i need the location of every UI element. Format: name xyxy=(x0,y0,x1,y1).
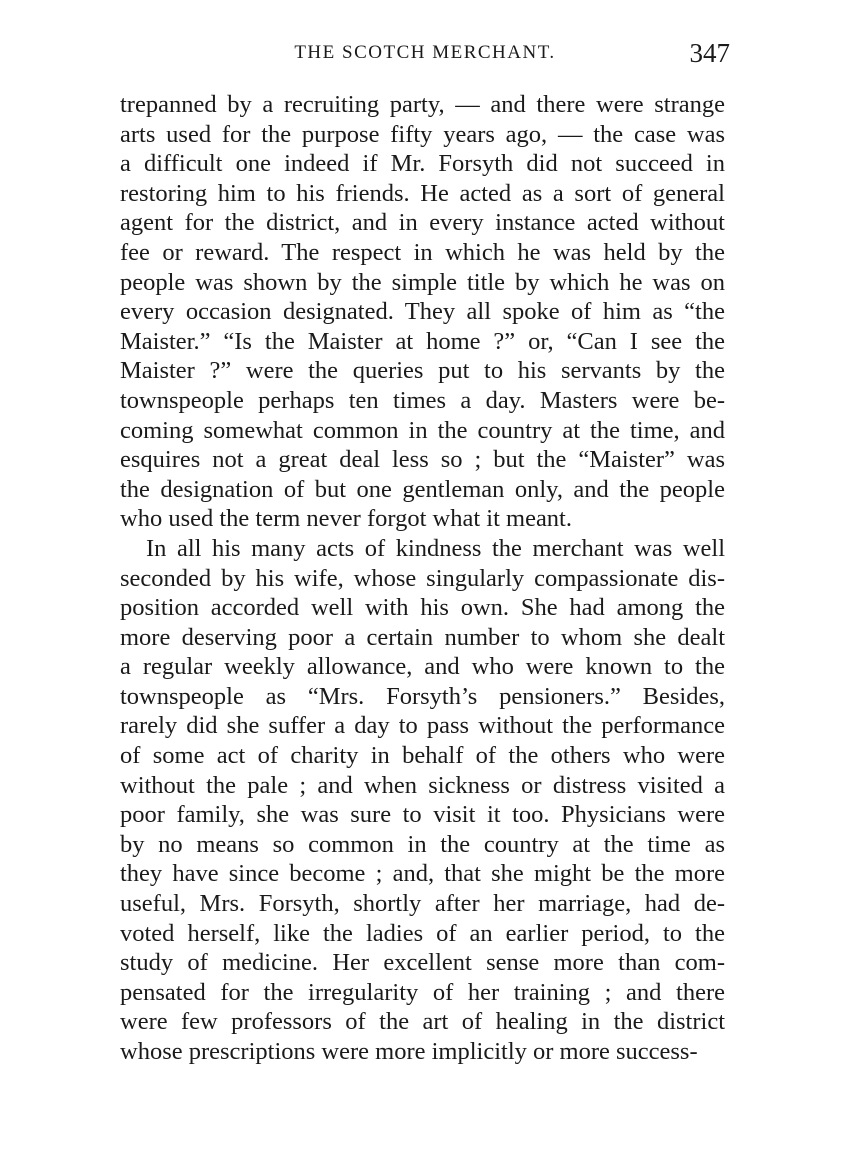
text-line: without the pale ; and when sickness or distress visited a xyxy=(120,771,725,799)
text-line: Maister ?” were the queries put to his servants by the xyxy=(120,357,725,385)
text-line: the designation of but one gentleman only, and the people xyxy=(120,475,725,503)
text-line: were few professors of the art of healing in the district xyxy=(120,1008,725,1036)
body-text xyxy=(120,90,725,1067)
text-line: townspeople perhaps ten times a day. Masters were be- xyxy=(120,386,725,414)
page-number: 347 xyxy=(689,38,730,68)
running-title: THE SCOTCH MERCHANT. xyxy=(294,42,556,63)
text-line: seconded by his wife, whose singularly compassionate dis- xyxy=(120,564,725,592)
text-line: whose prescriptions were more implicitly or more success- xyxy=(120,1038,698,1065)
text-line: rarely did she suffer a day to pass without the performance xyxy=(120,712,725,740)
text-line: every occasion designated. They all spoke of him as “the xyxy=(120,298,725,326)
text-line: fee or reward. The respect in which he was held by the xyxy=(120,238,725,266)
text-line: Maister.” “Is the Maister at home ?” or, “Can I see the xyxy=(120,327,725,355)
text-line: by no means so common in the country at the time as xyxy=(120,830,725,858)
text-line: of some act of charity in behalf of the others who were xyxy=(120,742,725,770)
text-line: poor family, she was sure to visit it too. Physicians were xyxy=(120,801,725,829)
text-line: pensated for the irregularity of her training ; and there xyxy=(120,978,725,1006)
text-line: they have since become ; and, that she might be the more xyxy=(120,860,725,888)
text-line: trepanned by a recruiting party, — and there were strange xyxy=(120,91,725,118)
text-line: In all his many acts of kindness the merchant was well xyxy=(146,534,725,562)
text-line: study of medicine. Her excellent sense more than com- xyxy=(120,949,725,977)
text-line: esquires not a great deal less so ; but the “Maister” was xyxy=(120,446,725,474)
paragraph xyxy=(120,534,725,1067)
text-line: agent for the district, and in every instance acted without xyxy=(120,209,725,237)
text-line: a regular weekly allowance, and who were known to the xyxy=(120,653,725,681)
paragraphs xyxy=(120,90,725,1067)
text-line: people was shown by the simple title by which he was on xyxy=(120,268,725,296)
text-line: coming somewhat common in the country at the time, and xyxy=(120,416,725,444)
text-line: useful, Mrs. Forsyth, shortly after her marriage, had de- xyxy=(120,890,725,918)
text-line: who used the term never forgot what it meant. xyxy=(120,505,572,533)
running-head xyxy=(120,38,730,72)
text-line: more deserving poor a certain number to whom she dealt xyxy=(120,623,725,651)
text-line: townspeople as “Mrs. Forsyth’s pensioners.” Besides, xyxy=(120,682,725,710)
text-line: restoring him to his friends. He acted as a sort of general xyxy=(120,179,725,207)
paragraph xyxy=(120,90,725,534)
text-line: voted herself, like the ladies of an earlier period, to the xyxy=(120,919,725,947)
text-line: arts used for the purpose fifty years ago, — the case was xyxy=(120,120,725,148)
text-line: position accorded well with his own. She had among the xyxy=(120,594,725,622)
text-line: a difficult one indeed if Mr. Forsyth did not succeed in xyxy=(120,150,725,178)
